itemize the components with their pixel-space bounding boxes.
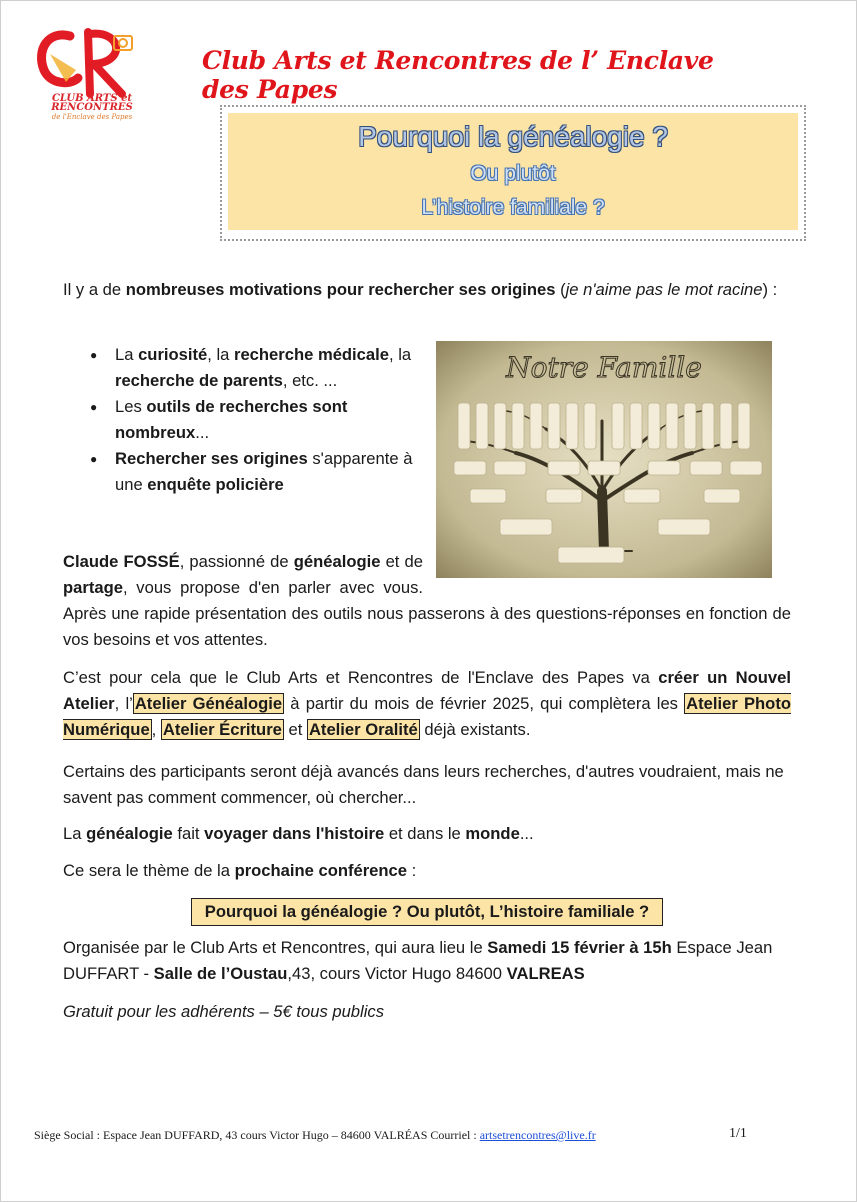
page-number: 1/1	[729, 1126, 747, 1141]
presenter-paragraph: Claude FOSSÉ, passionné de généalogie et de partage, vous propose d'en parler avec vous. Après une rapide présentation des outils nous passerons à des questions-réponses en fonction de vos besoins et vos attentes.	[63, 552, 791, 649]
document-subtitle-1: Ou plutôt	[470, 162, 556, 185]
club-logo	[30, 24, 140, 124]
image-caption: Notre Famille	[506, 351, 702, 384]
theme-paragraph: Ce sera le thème de la prochaine conférence :	[63, 861, 417, 880]
conference-title-box: Pourquoi la généalogie ? Ou plutôt, L’histoire familiale ?	[191, 898, 663, 926]
footer-address: Siège Social : Espace Jean DUFFARD, 43 cours Victor Hugo – 84600 VALRÉAS Courriel :	[34, 1128, 480, 1142]
highlight-atelier-genealogie: Atelier Généalogie	[134, 694, 283, 713]
footer	[34, 1128, 754, 1143]
title-box	[228, 113, 798, 230]
voyage-paragraph: La généalogie fait voyager dans l'histoire et dans le monde...	[63, 824, 534, 843]
logo-text: CLUB ARTS et RENCONTRES	[51, 93, 133, 113]
atelier-paragraph: C’est pour cela que le Club Arts et Rencontres de l'Enclave des Papes va créer un Nouvel Atelier, l’ Atelier Généalogie à partir du mois de février 2025, qui complètera les Atelier Photo Numérique , Atelier Écriture et Atelier Oralité déjà existants.	[63, 668, 791, 739]
logo-subtext: de l'Enclave des Papes	[51, 113, 133, 121]
highlight-atelier-ecriture: Atelier Écriture	[162, 720, 282, 739]
list-item: ● La curiosité, la recherche médicale, la recherche de parents, etc. ...	[90, 342, 430, 394]
family-tree-image	[436, 341, 772, 578]
organisation-paragraph: Organisée par le Club Arts et Rencontres, qui aura lieu le Samedi 15 février à 15h Espace Jean DUFFART - Salle de l’Oustau,43, cours Victor Hugo 84600 VALREAS	[63, 938, 773, 983]
list-item: ● Rechercher ses origines s'apparente à une enquête policière	[90, 446, 430, 498]
highlight-atelier-oralite: Atelier Oralité	[308, 720, 418, 739]
list-item: ● Les outils de recherches sont nombreux...	[90, 394, 430, 446]
price-line: Gratuit pour les adhérents – 5€ tous publics	[63, 1002, 385, 1021]
footer-email-link[interactable]: artsetrencontres@live.fr	[479, 1128, 596, 1142]
logo-emblem-icon	[30, 24, 140, 104]
intro-paragraph: Il y a de nombreuses motivations pour rechercher ses origines (je n'aime pas le mot racine) :	[63, 280, 778, 299]
participants-paragraph: Certains des participants seront déjà avancés dans leurs recherches, d'autres voudraient, mais ne savent pas comment commencer, où chercher...	[63, 762, 784, 807]
document-subtitle-2: L’histoire familiale ?	[421, 196, 605, 219]
motivation-list	[90, 342, 430, 498]
document-title: Pourquoi la généalogie ?	[358, 121, 668, 152]
club-title: Club Arts et Rencontres de l’ Enclave des Papes	[202, 46, 714, 104]
highlight-atelier-photo: Atelier Photo Numérique	[63, 694, 791, 739]
